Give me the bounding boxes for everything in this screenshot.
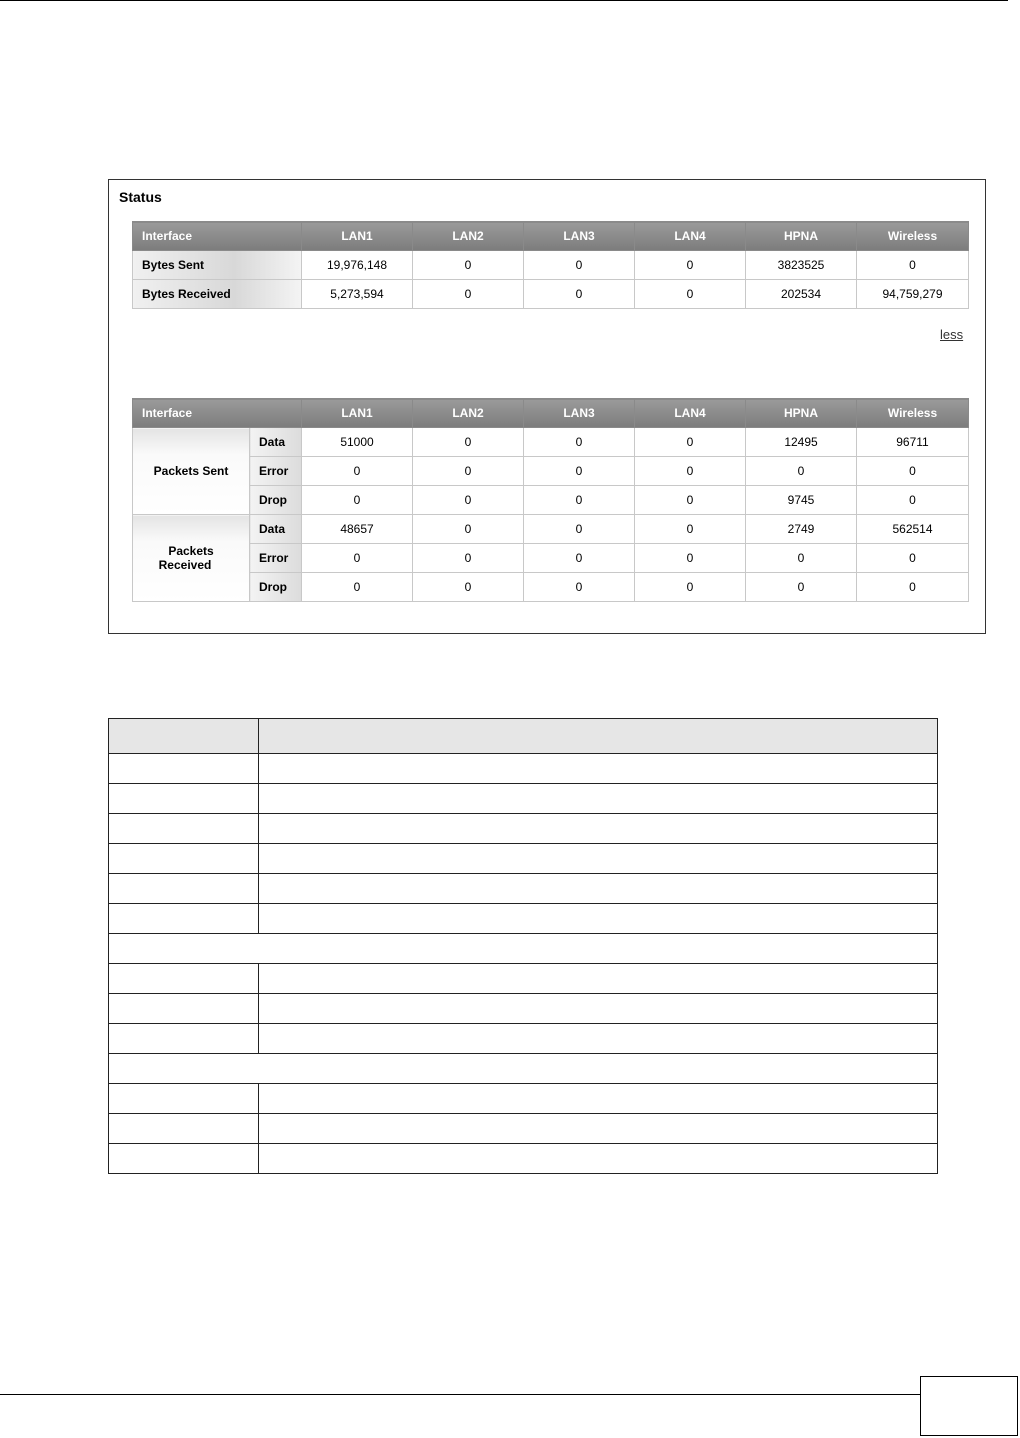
- desc-cell: [109, 844, 259, 874]
- desc-cell: [259, 784, 938, 814]
- cell: 0: [857, 573, 969, 602]
- cell: 202534: [746, 280, 857, 309]
- cell: 12495: [746, 428, 857, 457]
- cell: 0: [635, 428, 746, 457]
- desc-section-cell: [109, 1054, 938, 1084]
- packets-sent-label: Packets Sent: [133, 428, 250, 515]
- cell: 0: [524, 457, 635, 486]
- cell: 0: [746, 457, 857, 486]
- cell: 0: [857, 457, 969, 486]
- cell: 9745: [746, 486, 857, 515]
- row-label-bytes-sent: Bytes Sent: [133, 251, 302, 280]
- sub-label-error: Error: [250, 457, 302, 486]
- desc-header-cell: [259, 719, 938, 754]
- desc-cell: [109, 1084, 259, 1114]
- sub-label-drop: Drop: [250, 573, 302, 602]
- cell: 0: [635, 515, 746, 544]
- table-row: [133, 428, 969, 457]
- desc-cell: [109, 904, 259, 934]
- cell: 51000: [302, 428, 413, 457]
- desc-cell: [109, 814, 259, 844]
- cell: 2749: [746, 515, 857, 544]
- desc-cell: [109, 1114, 259, 1144]
- table-row: [133, 251, 969, 280]
- cell: 0: [302, 486, 413, 515]
- desc-cell: [109, 1024, 259, 1054]
- cell: 48657: [302, 515, 413, 544]
- cell: 0: [413, 428, 524, 457]
- cell: 0: [524, 251, 635, 280]
- sub-label-error: Error: [250, 544, 302, 573]
- cell: 0: [857, 251, 969, 280]
- cell: 0: [524, 573, 635, 602]
- desc-cell: [259, 994, 938, 1024]
- page-number-box: [920, 1376, 1018, 1436]
- description-header-row: [109, 719, 938, 754]
- bytes-header-row: [133, 222, 969, 251]
- top-rule: [0, 0, 1008, 1]
- col-lan2: LAN2: [413, 222, 524, 251]
- table-row: [109, 1024, 938, 1054]
- cell: 5,273,594: [302, 280, 413, 309]
- cell: 96711: [857, 428, 969, 457]
- table-row: [109, 844, 938, 874]
- packets-received-label: [133, 515, 250, 602]
- cell: 0: [302, 457, 413, 486]
- cell: 0: [302, 573, 413, 602]
- cell: 0: [413, 251, 524, 280]
- desc-cell: [259, 964, 938, 994]
- table-row: [109, 964, 938, 994]
- status-panel: [108, 179, 986, 634]
- cell: 0: [635, 544, 746, 573]
- table-row: [133, 573, 969, 602]
- desc-cell: [259, 814, 938, 844]
- cell: 94,759,279: [857, 280, 969, 309]
- table-row: [109, 1144, 938, 1174]
- col-lan3: LAN3: [524, 222, 635, 251]
- cell: 0: [413, 515, 524, 544]
- desc-section-cell: [109, 934, 938, 964]
- cell: 0: [413, 486, 524, 515]
- desc-cell: [109, 874, 259, 904]
- desc-cell: [259, 754, 938, 784]
- sub-label-drop: Drop: [250, 486, 302, 515]
- table-row: [109, 1114, 938, 1144]
- cell: 0: [413, 573, 524, 602]
- col-wireless: Wireless: [857, 222, 969, 251]
- bytes-table: [132, 221, 969, 309]
- table-row: [109, 814, 938, 844]
- desc-cell: [259, 1114, 938, 1144]
- packets-received-line2: Received: [158, 558, 212, 572]
- col-lan2: LAN2: [413, 399, 524, 428]
- col-hpna: HPNA: [746, 399, 857, 428]
- table-row: [109, 1084, 938, 1114]
- desc-cell: [259, 1024, 938, 1054]
- cell: 0: [524, 280, 635, 309]
- table-row: [109, 784, 938, 814]
- col-lan1: LAN1: [302, 399, 413, 428]
- cell: 0: [635, 457, 746, 486]
- cell: 0: [746, 544, 857, 573]
- col-interface: Interface: [133, 222, 302, 251]
- col-hpna: HPNA: [746, 222, 857, 251]
- table-row: [133, 280, 969, 309]
- cell: 0: [857, 544, 969, 573]
- desc-cell: [109, 1144, 259, 1174]
- cell: 0: [524, 544, 635, 573]
- desc-cell: [109, 994, 259, 1024]
- desc-cell: [259, 844, 938, 874]
- col-lan4: LAN4: [635, 222, 746, 251]
- cell: 0: [413, 457, 524, 486]
- cell: 0: [635, 486, 746, 515]
- less-link[interactable]: less: [940, 327, 964, 342]
- sub-label-data: Data: [250, 515, 302, 544]
- desc-cell: [259, 1144, 938, 1174]
- table-row: [109, 904, 938, 934]
- col-wireless: Wireless: [857, 399, 969, 428]
- packets-header-row: [133, 399, 969, 428]
- desc-header-cell: [109, 719, 259, 754]
- col-lan3: LAN3: [524, 399, 635, 428]
- table-row: [133, 544, 969, 573]
- table-row: [109, 934, 938, 964]
- desc-cell: [259, 1084, 938, 1114]
- cell: 19,976,148: [302, 251, 413, 280]
- cell: 0: [746, 573, 857, 602]
- cell: 0: [635, 573, 746, 602]
- cell: 0: [524, 486, 635, 515]
- cell: 0: [413, 544, 524, 573]
- cell: 0: [413, 280, 524, 309]
- col-interface: Interface: [133, 399, 302, 428]
- bottom-rule: [0, 1394, 920, 1395]
- table-row: [133, 457, 969, 486]
- cell: 0: [857, 486, 969, 515]
- desc-cell: [259, 904, 938, 934]
- table-row: [109, 754, 938, 784]
- cell: 0: [524, 428, 635, 457]
- table-row: [133, 486, 969, 515]
- table-row: [133, 515, 969, 544]
- col-lan4: LAN4: [635, 399, 746, 428]
- cell: 3823525: [746, 251, 857, 280]
- cell: 0: [635, 251, 746, 280]
- cell: 0: [302, 544, 413, 573]
- table-row: [109, 874, 938, 904]
- row-label-bytes-received: Bytes Received: [133, 280, 302, 309]
- table-row: [109, 994, 938, 1024]
- cell: 0: [635, 280, 746, 309]
- packets-received-line1: Packets: [168, 544, 214, 558]
- col-lan1: LAN1: [302, 222, 413, 251]
- desc-cell: [109, 754, 259, 784]
- sub-label-data: Data: [250, 428, 302, 457]
- desc-cell: [109, 964, 259, 994]
- packets-table: [132, 398, 969, 602]
- desc-cell: [109, 784, 259, 814]
- table-row: [109, 1054, 938, 1084]
- status-title: Status: [119, 189, 162, 205]
- desc-cell: [259, 874, 938, 904]
- cell: 562514: [857, 515, 969, 544]
- cell: 0: [524, 515, 635, 544]
- description-table: [108, 718, 938, 1174]
